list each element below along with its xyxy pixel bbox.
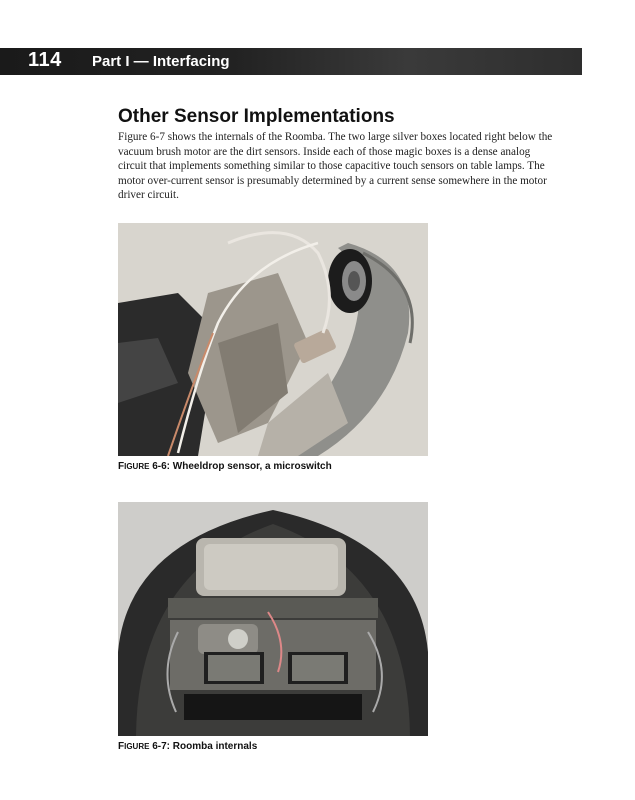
page-number: 114 [28, 49, 62, 71]
roomba-internals-photo [118, 502, 428, 736]
wheeldrop-sensor-photo [118, 223, 428, 456]
body-paragraph: Figure 6-7 shows the internals of the Roomba. The two large silver boxes located right below the vacuum brush motor are the dirt sensors. Inside each of those magic boxes is a dense analog circuit that implements something similar to those capacitive touch sensors on table lamps. The motor over-current sensor is presumably determined by a current sense somewhere in the motor driver circuit. [118, 131, 553, 202]
figure-6-6-caption: FIGURE 6-6: Wheeldrop sensor, a microswitch [118, 461, 332, 472]
section-title: Other Sensor Implementations [118, 106, 395, 127]
header-bar [0, 48, 582, 75]
figure-6-7-caption: FIGURE 6-7: Roomba internals [118, 741, 258, 752]
part-title: Part I — Interfacing [92, 53, 230, 70]
